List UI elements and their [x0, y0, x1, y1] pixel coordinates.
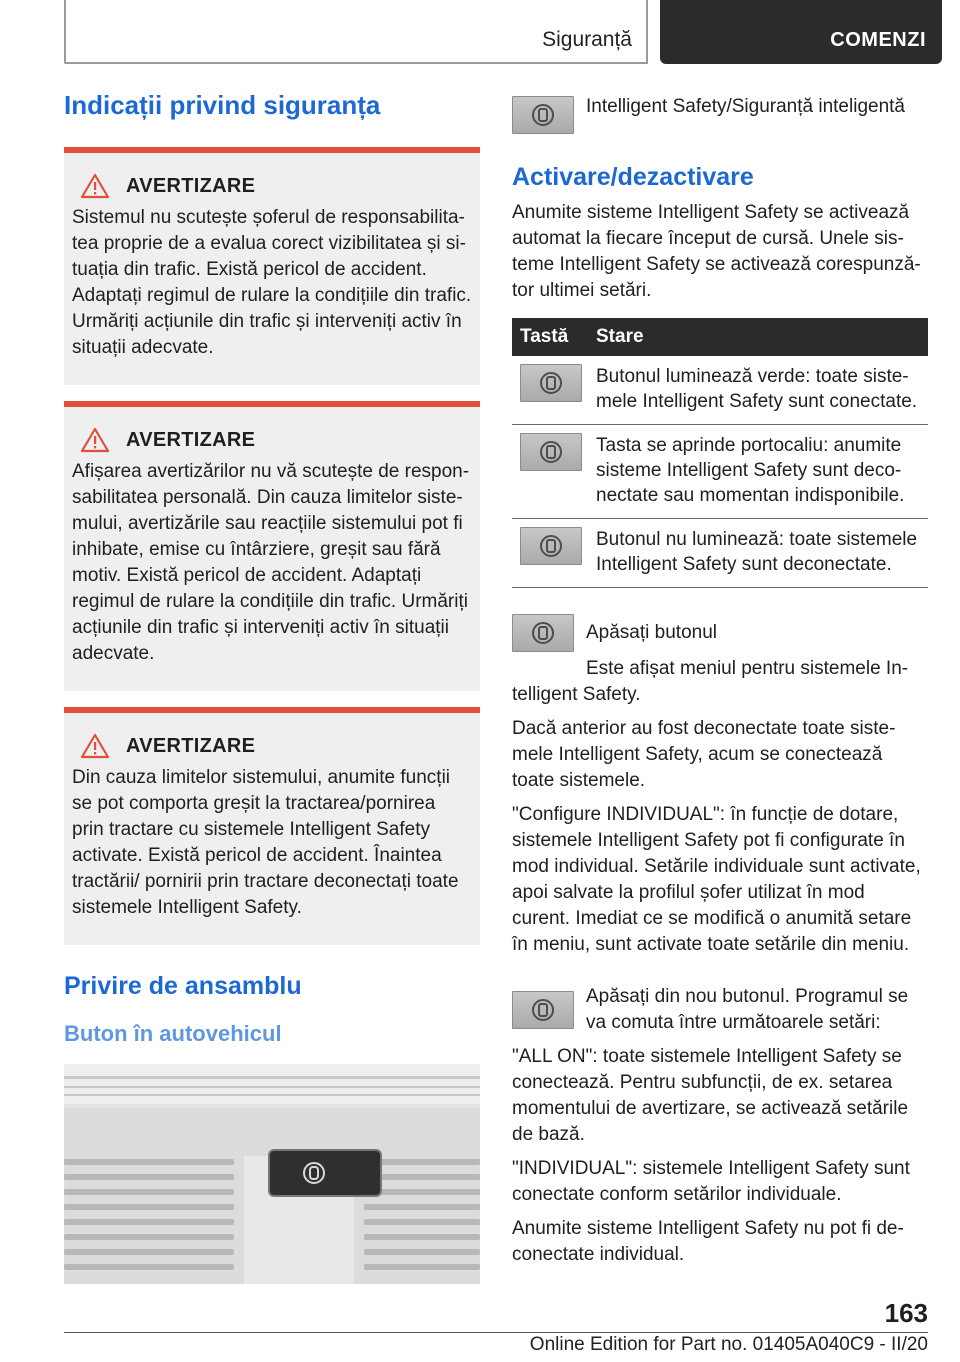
- header-chapter-tab: [660, 0, 942, 64]
- cannot-disconnect-text: Anumite sisteme Intelligent Safety nu pot fi deconectate individual.: [512, 1218, 904, 1265]
- press-again-text: Apăsați din nou butonul. Programul se va comuta între următoarele setări:: [586, 986, 909, 1033]
- intelligent-safety-button-icon: [520, 527, 582, 565]
- warning-label: AVERTIZARE: [126, 174, 256, 197]
- table-cell-state: Butonul luminează verde: toate sistemele Intelligent Safety sunt conectate.: [588, 356, 928, 425]
- press-button-text: Apăsați butonul: [586, 622, 717, 643]
- table-cell-state: Tasta se aprinde portocaliu: anumite sisteme Intelligent Safety sunt deconectate sau momentan indisponibile.: [588, 425, 928, 519]
- individual-text: "INDIVIDUAL": sistemele Intelligent Safety sunt conectate conform setărilor individuale.: [512, 1158, 910, 1205]
- if-disconnected-text: Dacă anterior au fost deconectate toate sistemele Intelligent Safety, acum se conectează toate sistemele.: [512, 718, 896, 791]
- page-number: 163: [884, 1298, 928, 1328]
- table-row: [512, 519, 928, 588]
- table-header-state: Stare: [588, 318, 928, 356]
- menu-shown-text: Este afișat meniul pentru sistemele Intelligent Safety.: [512, 658, 909, 705]
- warning-text: Afișarea avertizărilor nu vă scutește de responsabilitatea personală. Din cauza limitelor sistemului, avertizările sau reacțiile sistemului pot fi inhibate, emise cu întârziere, greșit sau fără motiv. Există pericol de accident. Adaptați regimul de rulare la condițiile din trafic. Urmăriți acțiunile din trafic și interveniți activ în situații adecvate.: [72, 461, 470, 665]
- warning-text: Sistemul nu scutește șoferul de responsabilitatea proprie de a evalua corect vizibilitatea și situația din trafic. Există pericol de accident. Adaptați regimul de rulare la condițiile din trafic. Urmăriți acțiunile din trafic și interveniți activ în situații adecvate.: [72, 207, 472, 359]
- table-row: [512, 425, 928, 519]
- warning-text: Din cauza limitelor sistemului, anumite funcții se pot comporta greșit la tractarea/pornirea prin tractare cu sistemele Intelligent Safety activate. Există pericol de accident. Înaintea tractării/ pornirii prin tractare deconectați toate sistemele Intelligent Safety.: [72, 767, 459, 919]
- table-cell-state: Butonul nu luminează: toate sistemele Intelligent Safety sunt deconectate.: [588, 519, 928, 588]
- intelligent-safety-button-icon: [512, 96, 574, 134]
- button-status-table: [512, 318, 928, 588]
- vehicle-button-photo: [64, 1064, 480, 1284]
- table-header-key: Tastă: [512, 318, 588, 356]
- button-caption: Intelligent Safety/Siguranță inteligentă: [586, 96, 905, 117]
- intelligent-safety-button-icon: [520, 364, 582, 402]
- all-on-text: "ALL ON": toate sistemele Intelligent Safety se conectează. Pentru subfuncții, de ex. setarea momentului de avertizare, se activează setările de bază.: [512, 1046, 909, 1145]
- intelligent-safety-button-icon: [520, 433, 582, 471]
- warning-label: AVERTIZARE: [126, 734, 256, 757]
- table-row: [512, 356, 928, 425]
- warning-triangle-icon: [80, 733, 110, 759]
- warning-triangle-icon: [80, 427, 110, 453]
- left-column: [64, 90, 480, 1284]
- edition-text: Online Edition for Part no. 01405A040C9 - II/20: [529, 1334, 928, 1355]
- header-section-label: Siguranță: [542, 28, 632, 51]
- header-chapter-label: COMENZI: [830, 29, 926, 51]
- dashboard-vents-illustration: [64, 1064, 480, 1284]
- warning-box: [64, 401, 480, 691]
- warning-box: [64, 707, 480, 945]
- intelligent-safety-button-icon: [512, 991, 574, 1029]
- warning-label: AVERTIZARE: [126, 428, 256, 451]
- warning-triangle-icon: [80, 173, 110, 199]
- header-section-tab: [64, 0, 648, 64]
- overview-heading: Privire de ansamblu: [64, 972, 302, 1001]
- footer-rule: [64, 1332, 928, 1333]
- warning-box: [64, 147, 480, 385]
- button-in-vehicle-heading: Buton în autovehicul: [64, 1021, 282, 1047]
- safety-notes-title: Indicații privind siguranța: [64, 90, 381, 120]
- activation-intro: Anumite sisteme Intelligent Safety se activează automat la fiecare început de cursă. Unele sisteme Intelligent Safety se activează corespunzător ultimei setări.: [512, 202, 921, 301]
- configure-individual-text: "Configure INDIVIDUAL": în funcție de dotare, sistemele Intelligent Safety pot fi configurate în mod individual. Setările individuale sunt activate, apoi salvate la profilul șofer utilizat în mod curent. Imediat ce se modifică o anumită setare în meniu, sunt activate toate setările din meniu.: [512, 804, 921, 955]
- right-column: [512, 96, 928, 1268]
- activation-heading: Activare/dezactivare: [512, 163, 754, 191]
- intelligent-safety-button-icon: [512, 614, 574, 652]
